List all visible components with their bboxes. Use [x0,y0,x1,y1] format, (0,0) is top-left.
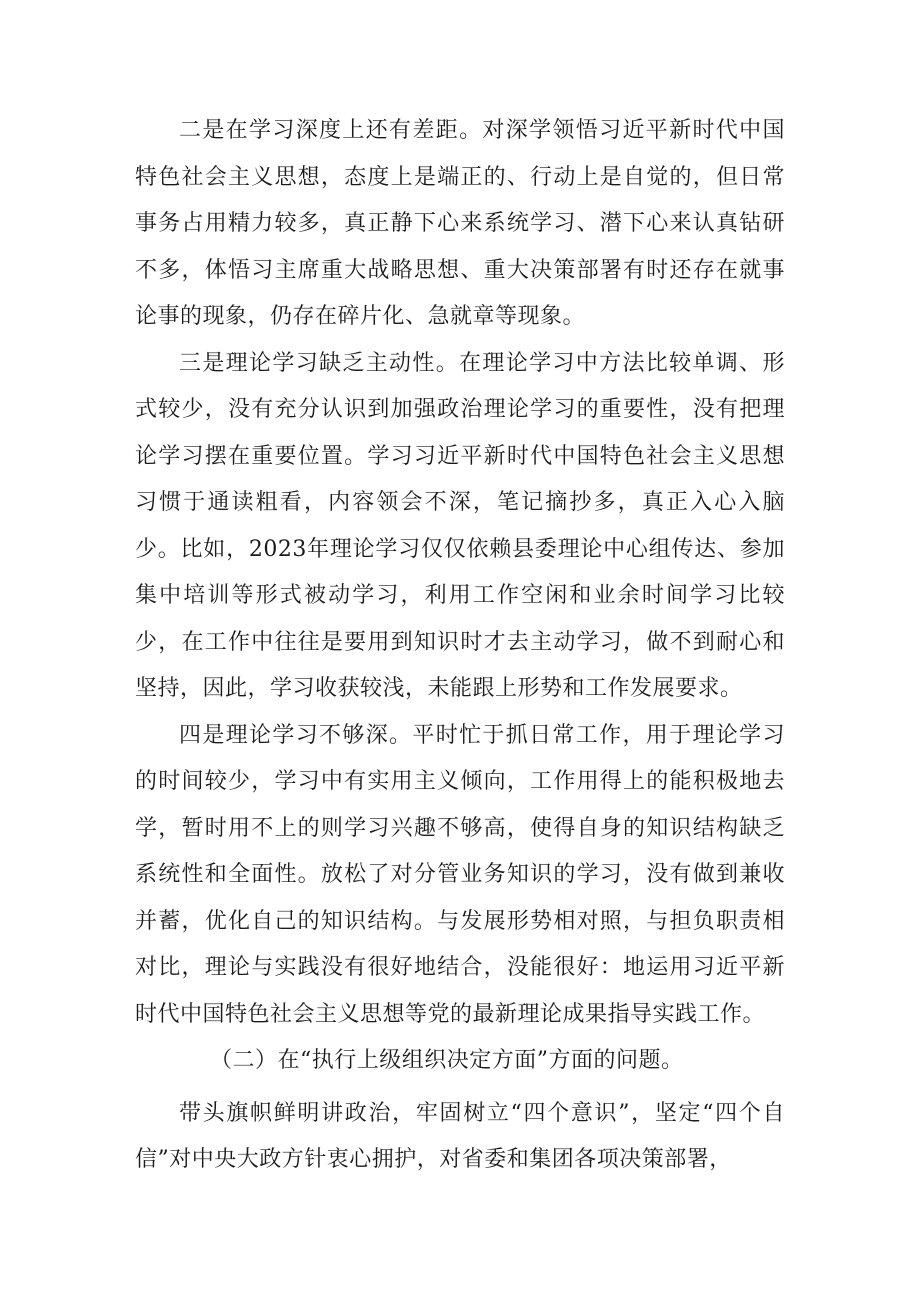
document-body [135,108,785,1184]
paragraph-study-insufficient: 四是理论学习不够深。平时忙于抓日常工作，用于理论学习的时间较少，学习中有实用主义倾向，工作用得上的能积极地去学，暂时用不上的则学习兴趣不够高，使得自身的知识结构缺乏系统性和全面性。放松了对分管业务知识的学习，没有做到兼收并蓄，优化自己的知识结构。与发展形势相对照，与担负职责相对比，理论与实践没有很好地结合，没能很好：地运用习近平新时代中国特色社会主义思想等党的最新理论成果指导实践工作。 [135,722,785,1027]
paragraph-political-stance: 带头旗帜鲜明讲政治，牢固树立“四个意识”，坚定“四个自信”对中央大政方针衷心拥护，对省委和集团各项决策部署， [135,1100,785,1172]
paragraph-study-initiative: 三是理论学习缺乏主动性。在理论学习中方法比较单调、形式较少，没有充分认识到加强政治理论学习的重要性，没有把理论学习摆在重要位置。学习习近平新时代中国特色社会主义思想习惯于通读粗看，内容领会不深，笔记摘抄多，真正入心入脑少。比如，2023年理论学习仅仅依赖县委理论中心组传达、参加集中培训等形式被动学习，利用工作空闲和业余时间学习比较少，在工作中往往是要用到知识时才去主动学习，做不到耐心和坚持，因此，学习收获较浅，未能跟上形势和工作发展要求。 [135,350,785,701]
paragraph-study-depth: 二是在学习深度上还有差距。对深学领悟习近平新时代中国特色社会主义思想，态度上是端正的、行动上是自觉的，但日常事务占用精力较多，真正静下心来系统学习、潜下心来认真钻研不多，体悟习主席重大战略思想、重大决策部署有时还存在就事论事的现象，仍存在碎片化、急就章等现象。 [135,118,785,329]
section-heading: （二）在“执行上级组织决定方面”方面的问题。 [210,1048,684,1073]
